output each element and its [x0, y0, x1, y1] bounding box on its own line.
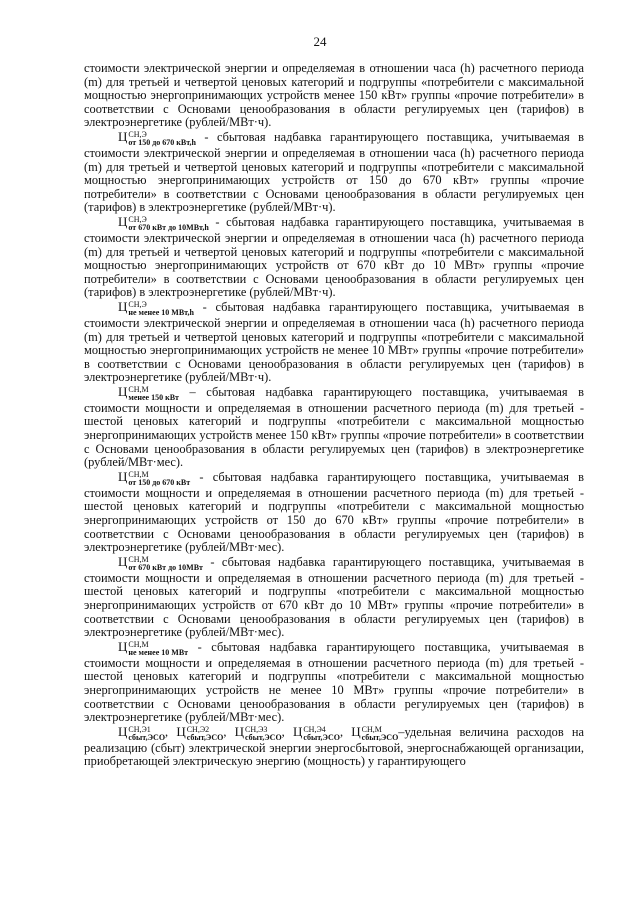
document-body — [84, 62, 584, 769]
definition-text: - сбытовая надбавка гарантирующего поставщика, учитываемая в стоимости мощности и определяемая в отношении расчетного периода (m) для третьей - шестой ценовых категорий и подгруппы «потребители с максимальной мощностью энергопринимающих устройств от 670 кВт до 10 МВт» группы «прочие потребители» в соответствии с Основами ценообразования в области регулируемых цен (тарифов) в электроэнергетике (рублей/МВт·мес). — [84, 554, 584, 640]
formula-symbol: Ц СН,М от 670 кВт до 10МВт — [118, 553, 203, 572]
page-number: 24 — [313, 34, 327, 49]
formula-symbol: Ц СН,Э от 670 кВт до 10МВт,h — [118, 213, 209, 232]
definition-text: - сбытовая надбавка гарантирующего поставщика, учитываемая в стоимости мощности и определяемая в отношении расчетного периода (m) для третьей - шестой ценовых категорий и подгруппы «потребители с максимальной мощностью энергопринимающих устройств от 150 до 670 кВт» группы «прочие потребители» в соответствии с Основами ценообразования в области регулируемых цен (тарифов) в электроэнергетике (рублей/МВт·мес). — [84, 469, 584, 555]
formula-symbol: Ц СН,М от 150 до 670 кВт — [118, 468, 191, 487]
definition-text: - сбытовая надбавка гарантирующего поставщика, учитываемая в стоимости электрической энергии и определяемая в отношении часа (h) расчетного периода (m) для третьей и четвертой ценовых категорий и подгруппы «потребители с максимальной мощностью энергопринимающих устройств от 150 до 670 кВт» группы «прочие потребители» в соответствии с Основами ценообразования в области регулируемых цен (тарифов) в электроэнергетике (рублей/МВт·ч). — [84, 129, 584, 215]
definition-paragraph — [84, 555, 584, 640]
definition-paragraph — [84, 130, 584, 215]
formula-symbol: Ц СН,Э1 сбыт,ЭСО , — [118, 723, 177, 742]
formula-symbol: Ц СН,М менее 150 кВт — [118, 383, 179, 402]
definition-text: - сбытовая надбавка гарантирующего поставщика, учитываемая в стоимости электрической энергии и определяемая в отношении часа (h) расчетного периода (m) для третьей и четвертой ценовых категорий и подгруппы «потребители с максимальной мощностью энергопринимающих устройств не менее 10 МВт» группы «прочие потребители» в соответствии с Основами ценообразования в области регулируемых цен (тарифов) в электроэнергетике (рублей/МВт·ч). — [84, 299, 584, 385]
final-paragraph — [84, 725, 584, 769]
formula-symbol-list — [118, 723, 399, 742]
formula-symbol: Ц СН,М не менее 10 МВт — [118, 638, 189, 657]
definition-text: –удельная величина расходов на реализацию (сбыт) электрической энергии энергосбытовой, энергоснабжающей организации, приобретающей электрическую энергию (мощность) у гарантирующего — [84, 724, 585, 769]
intro-paragraph: стоимости электрической энергии и определяемая в отношении часа (h) расчетного периода (m) для третьей и четвертой ценовых категорий и подгруппы «потребители с максимальной мощностью энергопринимающих устройств менее 150 кВт» группы «прочие потребители» в соответствии с Основами ценообразования в области регулируемых цен (тарифов) в электроэнергетике (рублей/МВт·ч). — [84, 61, 584, 130]
definition-text: - сбытовая надбавка гарантирующего поставщика, учитываемая в стоимости электрической энергии и определяемая в отношении часа (h) расчетного периода (m) для третьей и четвертой ценовых категорий и подгруппы «потребители с максимальной мощностью энергопринимающих устройств от 670 кВт до 10 МВт» группы «прочие потребители» в соответствии с Основами ценообразования в области регулируемых цен (тарифов) в электроэнергетике (рублей/МВт·ч). — [84, 214, 584, 300]
definition-paragraph — [84, 215, 584, 300]
formula-symbol: Ц СН,Э3 сбыт,ЭСО , — [234, 723, 293, 742]
formula-symbol: Ц СН,Э2 сбыт,ЭСО , — [176, 723, 235, 742]
formula-symbol: Ц СН,М сбыт,ЭСО — [351, 723, 399, 742]
formula-symbol: Ц СН,Э от 150 до 670 кВт,h — [118, 128, 196, 147]
definition-text: - сбытовая надбавка гарантирующего поставщика, учитываемая в стоимости мощности и определяемая в отношении расчетного периода (m) для третьей - шестой ценовых категорий и подгруппы «потребители с максимальной мощностью энергопринимающих устройств не менее 10 МВт» группы «прочие потребители» в соответствии с Основами ценообразования в области регулируемых цен (тарифов) в электроэнергетике (рублей/МВт·мес). — [84, 639, 584, 725]
formula-symbol: Ц СН,Э не менее 10 МВт,h — [118, 298, 194, 317]
formula-symbol: Ц СН,Э4 сбыт,ЭСО , — [292, 723, 352, 742]
definition-paragraph — [84, 470, 584, 555]
definition-paragraph — [84, 300, 584, 385]
definition-paragraph — [84, 640, 584, 725]
definition-text: – сбытовая надбавка гарантирующего поставщика, учитываемая в стоимости мощности и определяемая в отношении расчетного периода (m) для третьей - шестой ценовых категорий и подгруппы «потребители с максимальной мощностью энергопринимающих устройств менее 150 кВт» группы «прочие потребители» в соответствии с Основами ценообразования в области регулируемых цен (тарифов) в электроэнергетике (рублей/МВт·мес). — [84, 384, 584, 470]
definition-paragraph — [84, 385, 584, 470]
